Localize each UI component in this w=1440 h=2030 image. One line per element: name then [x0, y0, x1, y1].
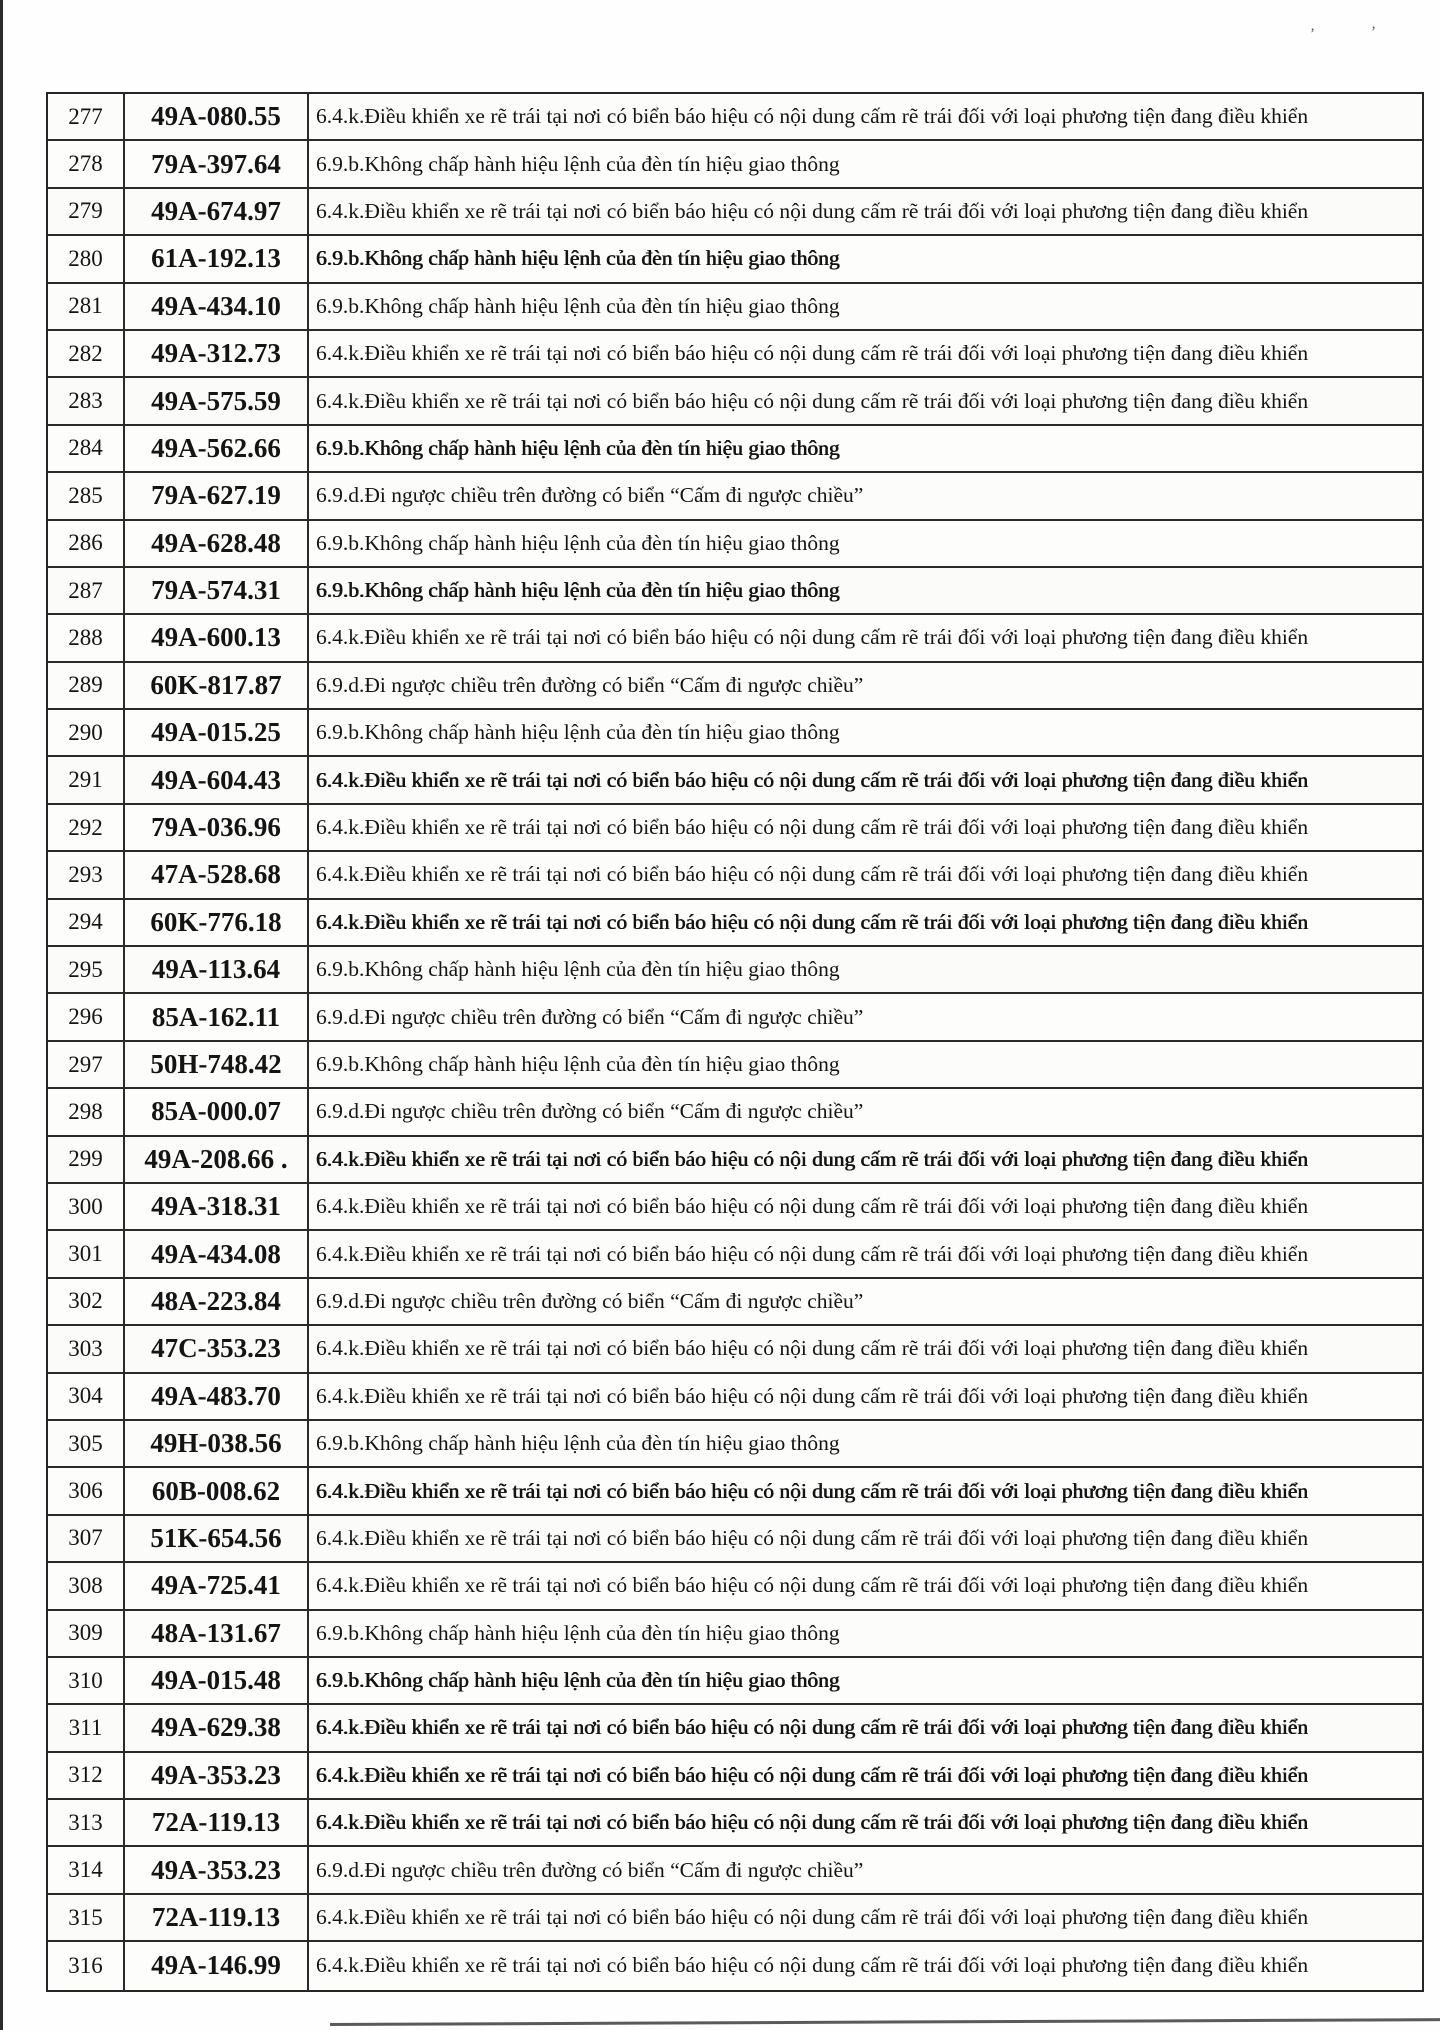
- license-plate-cell: 49A-725.41: [125, 1563, 309, 1608]
- row-number-cell: 313: [48, 1800, 125, 1845]
- table-row: [48, 1468, 1422, 1515]
- violation-description-cell: 6.4.k.Điều khiển xe rẽ trái tại nơi có biển báo hiệu có nội dung cấm rẽ trái đối với loại phương tiện đang điều khiển: [316, 388, 1309, 413]
- row-number-cell: 295: [48, 947, 125, 992]
- license-plate-cell: 47C-353.23: [125, 1326, 309, 1371]
- row-number-cell: 283: [48, 378, 125, 423]
- license-plate-cell: 49A-628.48: [125, 521, 309, 566]
- license-plate-cell: 49A-353.23: [125, 1753, 309, 1798]
- violation-description-cell: 6.9.b.Không chấp hành hiệu lệnh của đèn tín hiệu giao thông: [316, 246, 840, 271]
- scan-speck: ’: [1371, 24, 1376, 40]
- table-row: [48, 1326, 1422, 1373]
- row-number-cell: 312: [48, 1753, 125, 1798]
- table-row: [48, 1705, 1422, 1752]
- table-row: [48, 94, 1422, 141]
- license-plate-cell: 49A-483.70: [125, 1374, 309, 1419]
- row-number-cell: 316: [48, 1942, 125, 1989]
- table-row: [48, 521, 1422, 568]
- table-row: [48, 757, 1422, 804]
- violation-description-cell: 6.4.k.Điều khiển xe rẽ trái tại nơi có biển báo hiệu có nội dung cấm rẽ trái đối với loại phương tiện đang điều khiển: [316, 1953, 1309, 1978]
- violation-description-cell: 6.4.k.Điều khiển xe rẽ trái tại nơi có biển báo hiệu có nội dung cấm rẽ trái đối với loại phương tiện đang điều khiển: [316, 1905, 1309, 1930]
- row-number-cell: 302: [48, 1279, 125, 1324]
- table-row: [48, 947, 1422, 994]
- row-number-cell: 290: [48, 710, 125, 755]
- row-number-cell: 298: [48, 1089, 125, 1134]
- license-plate-cell: 49H-038.56: [125, 1421, 309, 1466]
- license-plate-cell: 49A-434.10: [125, 284, 309, 329]
- violation-description-cell: 6.4.k.Điều khiển xe rẽ trái tại nơi có biển báo hiệu có nội dung cấm rẽ trái đối với loại phương tiện đang điều khiển: [316, 1478, 1309, 1503]
- row-number-cell: 289: [48, 663, 125, 708]
- table-row: [48, 1847, 1422, 1894]
- license-plate-cell: 79A-574.31: [125, 568, 309, 613]
- row-number-cell: 280: [48, 236, 125, 281]
- table-row: [48, 1042, 1422, 1089]
- row-number-cell: 301: [48, 1231, 125, 1276]
- license-plate-cell: 85A-162.11: [125, 994, 309, 1039]
- violation-description-cell: 6.4.k.Điều khiển xe rẽ trái tại nơi có biển báo hiệu có nội dung cấm rẽ trái đối với loại phương tiện đang điều khiển: [316, 341, 1309, 366]
- violation-description-cell: 6.9.d.Đi ngược chiều trên đường có biển “Cấm đi ngược chiều”: [316, 483, 864, 508]
- license-plate-cell: 79A-397.64: [125, 141, 309, 186]
- violation-description-cell: 6.9.b.Không chấp hành hiệu lệnh của đèn tín hiệu giao thông: [316, 1668, 840, 1693]
- row-number-cell: 300: [48, 1184, 125, 1229]
- table-row: [48, 1279, 1422, 1326]
- license-plate-cell: 49A-113.64: [125, 947, 309, 992]
- row-number-cell: 304: [48, 1374, 125, 1419]
- row-number-cell: 284: [48, 426, 125, 471]
- row-number-cell: 308: [48, 1563, 125, 1608]
- violation-description-cell: 6.4.k.Điều khiển xe rẽ trái tại nơi có biển báo hiệu có nội dung cấm rẽ trái đối với loại phương tiện đang điều khiển: [316, 1194, 1309, 1219]
- table-row: [48, 900, 1422, 947]
- license-plate-cell: 48A-131.67: [125, 1611, 309, 1656]
- license-plate-cell: 72A-119.13: [125, 1895, 309, 1940]
- row-number-cell: 288: [48, 615, 125, 660]
- license-plate-cell: 49A-562.66: [125, 426, 309, 471]
- row-number-cell: 296: [48, 994, 125, 1039]
- table-row: [48, 1516, 1422, 1563]
- table-row: [48, 426, 1422, 473]
- violation-description-cell: 6.4.k.Điều khiển xe rẽ trái tại nơi có biển báo hiệu có nội dung cấm rẽ trái đối với loại phương tiện đang điều khiển: [316, 625, 1309, 650]
- row-number-cell: 307: [48, 1516, 125, 1561]
- violation-description-cell: 6.9.d.Đi ngược chiều trên đường có biển “Cấm đi ngược chiều”: [316, 672, 864, 697]
- table-row: [48, 663, 1422, 710]
- row-number-cell: 287: [48, 568, 125, 613]
- table-row: [48, 1611, 1422, 1658]
- row-number-cell: 294: [48, 900, 125, 945]
- table-row: [48, 1137, 1422, 1184]
- row-number-cell: 303: [48, 1326, 125, 1371]
- row-number-cell: 310: [48, 1658, 125, 1703]
- row-number-cell: 311: [48, 1705, 125, 1750]
- row-number-cell: 282: [48, 331, 125, 376]
- row-number-cell: 306: [48, 1468, 125, 1513]
- license-plate-cell: 49A-312.73: [125, 331, 309, 376]
- license-plate-cell: 51K-654.56: [125, 1516, 309, 1561]
- row-number-cell: 315: [48, 1895, 125, 1940]
- violation-description-cell: 6.4.k.Điều khiển xe rẽ trái tại nơi có biển báo hiệu có nội dung cấm rẽ trái đối với loại phương tiện đang điều khiển: [316, 1810, 1309, 1835]
- violations-table: [46, 92, 1424, 1992]
- table-row: [48, 284, 1422, 331]
- violation-description-cell: 6.4.k.Điều khiển xe rẽ trái tại nơi có biển báo hiệu có nội dung cấm rẽ trái đối với loại phương tiện đang điều khiển: [316, 1762, 1309, 1787]
- license-plate-cell: 49A-600.13: [125, 615, 309, 660]
- row-number-cell: 309: [48, 1611, 125, 1656]
- license-plate-cell: 49A-208.66 .: [125, 1137, 309, 1182]
- row-number-cell: 286: [48, 521, 125, 566]
- row-number-cell: 314: [48, 1847, 125, 1892]
- violation-description-cell: 6.9.d.Đi ngược chiều trên đường có biển “Cấm đi ngược chiều”: [316, 1004, 864, 1029]
- violation-description-cell: 6.4.k.Điều khiển xe rẽ trái tại nơi có biển báo hiệu có nội dung cấm rẽ trái đối với loại phương tiện đang điều khiển: [316, 104, 1309, 129]
- violation-description-cell: 6.4.k.Điều khiển xe rẽ trái tại nơi có biển báo hiệu có nội dung cấm rẽ trái đối với loại phương tiện đang điều khiển: [316, 862, 1309, 887]
- table-row: [48, 1231, 1422, 1278]
- license-plate-cell: 49A-080.55: [125, 94, 309, 139]
- table-row: [48, 1184, 1422, 1231]
- violation-description-cell: 6.4.k.Điều khiển xe rẽ trái tại nơi có biển báo hiệu có nội dung cấm rẽ trái đối với loại phương tiện đang điều khiển: [316, 1336, 1309, 1361]
- table-row: [48, 1374, 1422, 1421]
- violation-description-cell: 6.4.k.Điều khiển xe rẽ trái tại nơi có biển báo hiệu có nội dung cấm rẽ trái đối với loại phương tiện đang điều khiển: [316, 1241, 1309, 1266]
- license-plate-cell: 49A-146.99: [125, 1942, 309, 1989]
- table-row: [48, 378, 1422, 425]
- violation-description-cell: 6.9.b.Không chấp hành hiệu lệnh của đèn tín hiệu giao thông: [316, 435, 840, 460]
- violation-description-cell: 6.9.b.Không chấp hành hiệu lệnh của đèn tín hiệu giao thông: [316, 1431, 840, 1456]
- violation-description-cell: 6.9.b.Không chấp hành hiệu lệnh của đèn tín hiệu giao thông: [316, 1052, 840, 1076]
- license-plate-cell: 60K-776.18: [125, 900, 309, 945]
- violation-description-cell: 6.4.k.Điều khiển xe rẽ trái tại nơi có biển báo hiệu có nội dung cấm rẽ trái đối với loại phương tiện đang điều khiển: [316, 909, 1309, 934]
- table-row: [48, 1942, 1422, 1989]
- license-plate-cell: 79A-627.19: [125, 473, 309, 518]
- table-row: [48, 1800, 1422, 1847]
- license-plate-cell: 49A-015.25: [125, 710, 309, 755]
- row-number-cell: 291: [48, 757, 125, 802]
- license-plate-cell: 49A-604.43: [125, 757, 309, 802]
- table-row: [48, 1658, 1422, 1705]
- table-row: [48, 994, 1422, 1041]
- violation-description-cell: 6.9.b.Không chấp hành hiệu lệnh của đèn tín hiệu giao thông: [316, 720, 840, 745]
- table-row: [48, 852, 1422, 899]
- violation-description-cell: 6.4.k.Điều khiển xe rẽ trái tại nơi có biển báo hiệu có nội dung cấm rẽ trái đối với loại phương tiện đang điều khiển: [316, 1383, 1309, 1408]
- violation-description-cell: 6.4.k.Điều khiển xe rẽ trái tại nơi có biển báo hiệu có nội dung cấm rẽ trái đối với loại phương tiện đang điều khiển: [316, 198, 1309, 223]
- violation-description-cell: 6.4.k.Điều khiển xe rẽ trái tại nơi có biển báo hiệu có nội dung cấm rẽ trái đối với loại phương tiện đang điều khiển: [316, 1573, 1309, 1598]
- license-plate-cell: 49A-015.48: [125, 1658, 309, 1703]
- row-number-cell: 292: [48, 805, 125, 850]
- table-row: [48, 141, 1422, 188]
- table-row: [48, 1421, 1422, 1468]
- violation-description-cell: 6.9.b.Không chấp hành hiệu lệnh của đèn tín hiệu giao thông: [316, 1620, 840, 1645]
- violation-description-cell: 6.9.d.Đi ngược chiều trên đường có biển “Cấm đi ngược chiều”: [316, 1857, 864, 1882]
- license-plate-cell: 50H-748.42: [125, 1042, 309, 1087]
- violation-description-cell: 6.4.k.Điều khiển xe rẽ trái tại nơi có biển báo hiệu có nội dung cấm rẽ trái đối với loại phương tiện đang điều khiển: [316, 1146, 1309, 1171]
- violation-description-cell: 6.4.k.Điều khiển xe rẽ trái tại nơi có biển báo hiệu có nội dung cấm rẽ trái đối với loại phương tiện đang điều khiển: [316, 767, 1309, 792]
- table-row: [48, 1563, 1422, 1610]
- row-number-cell: 297: [48, 1042, 125, 1087]
- table-row: [48, 615, 1422, 662]
- license-plate-cell: 85A-000.07: [125, 1089, 309, 1134]
- license-plate-cell: 49A-434.08: [125, 1231, 309, 1276]
- row-number-cell: 293: [48, 852, 125, 897]
- table-row: [48, 1753, 1422, 1800]
- license-plate-cell: 49A-674.97: [125, 189, 309, 234]
- table-row: [48, 331, 1422, 378]
- violation-description-cell: 6.4.k.Điều khiển xe rẽ trái tại nơi có biển báo hiệu có nội dung cấm rẽ trái đối với loại phương tiện đang điều khiển: [316, 1525, 1309, 1550]
- scan-speck: ’: [1310, 26, 1315, 42]
- table-row: [48, 473, 1422, 520]
- license-plate-cell: 60B-008.62: [125, 1468, 309, 1513]
- scan-bottom-edge-line: [330, 2018, 1440, 2026]
- violation-description-cell: 6.9.b.Không chấp hành hiệu lệnh của đèn tín hiệu giao thông: [316, 578, 840, 603]
- row-number-cell: 278: [48, 141, 125, 186]
- table-row: [48, 710, 1422, 757]
- license-plate-cell: 60K-817.87: [125, 663, 309, 708]
- row-number-cell: 299: [48, 1137, 125, 1182]
- table-row: [48, 236, 1422, 283]
- violation-description-cell: 6.9.b.Không chấp hành hiệu lệnh của đèn tín hiệu giao thông: [316, 530, 840, 555]
- scan-left-edge-line: [0, 0, 3, 2030]
- license-plate-cell: 49A-353.23: [125, 1847, 309, 1892]
- table-row: [48, 189, 1422, 236]
- violation-description-cell: 6.9.b.Không chấp hành hiệu lệnh của đèn tín hiệu giao thông: [316, 957, 840, 982]
- license-plate-cell: 48A-223.84: [125, 1279, 309, 1324]
- violation-description-cell: 6.9.b.Không chấp hành hiệu lệnh của đèn tín hiệu giao thông: [316, 293, 840, 318]
- license-plate-cell: 47A-528.68: [125, 852, 309, 897]
- violation-description-cell: 6.9.d.Đi ngược chiều trên đường có biển “Cấm đi ngược chiều”: [316, 1099, 864, 1124]
- license-plate-cell: 49A-575.59: [125, 378, 309, 423]
- table-row: [48, 1895, 1422, 1942]
- table-row: [48, 805, 1422, 852]
- row-number-cell: 277: [48, 94, 125, 139]
- violation-description-cell: 6.9.b.Không chấp hành hiệu lệnh của đèn tín hiệu giao thông: [316, 151, 840, 176]
- violation-description-cell: 6.4.k.Điều khiển xe rẽ trái tại nơi có biển báo hiệu có nội dung cấm rẽ trái đối với loại phương tiện đang điều khiển: [316, 815, 1309, 840]
- row-number-cell: 281: [48, 284, 125, 329]
- license-plate-cell: 72A-119.13: [125, 1800, 309, 1845]
- license-plate-cell: 61A-192.13: [125, 236, 309, 281]
- row-number-cell: 279: [48, 189, 125, 234]
- violation-description-cell: 6.4.k.Điều khiển xe rẽ trái tại nơi có biển báo hiệu có nội dung cấm rẽ trái đối với loại phương tiện đang điều khiển: [316, 1715, 1309, 1740]
- row-number-cell: 305: [48, 1421, 125, 1466]
- license-plate-cell: 79A-036.96: [125, 805, 309, 850]
- license-plate-cell: 49A-318.31: [125, 1184, 309, 1229]
- violation-description-cell: 6.9.d.Đi ngược chiều trên đường có biển “Cấm đi ngược chiều”: [316, 1288, 864, 1313]
- license-plate-cell: 49A-629.38: [125, 1705, 309, 1750]
- table-row: [48, 1089, 1422, 1136]
- table-row: [48, 568, 1422, 615]
- row-number-cell: 285: [48, 473, 125, 518]
